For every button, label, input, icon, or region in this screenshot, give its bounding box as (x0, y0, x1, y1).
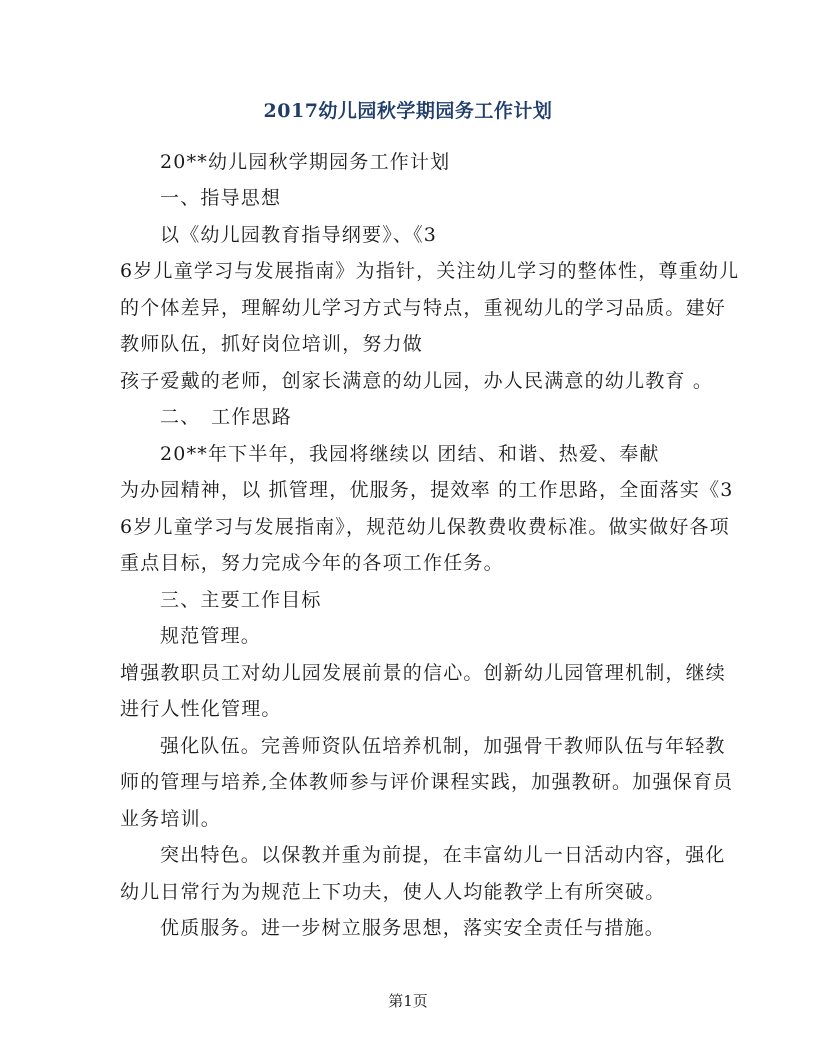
paragraph-line: 优质服务。进一步树立服务思想，落实安全责任与措施。 (160, 917, 666, 939)
paragraph-line: 突出特色。以保教并重为前提，在丰富幼儿一日活动内容，强化 (160, 844, 726, 866)
document-title: 2017幼儿园秋学期园务工作计划 (263, 100, 553, 122)
page-number: 第1页 (388, 992, 428, 1010)
paragraph-line: 为办园精神，以 抓管理，优服务，提效率 的工作思路，全面落实《3 (120, 479, 734, 501)
paragraph-line: 重点目标，努力完成今年的各项工作任务。 (120, 552, 504, 574)
paragraph-line: 师的管理与培养,全体教师参与评价课程实践，加强教研。加强保育员 (120, 771, 734, 793)
paragraph-line: 20**年下半年，我园将继续以 团结、和谐、热爱、奉献 (160, 443, 660, 465)
paragraph-line: 教师队伍，抓好岗位培训，努力做 (120, 333, 424, 355)
paragraph-line: 孩子爱戴的老师，创家长满意的幼儿园，办人民满意的幼儿教育 。 (120, 370, 714, 392)
paragraph-line: 的个体差异，理解幼儿学习方式与特点，重视幼儿的学习品质。建好 (120, 297, 727, 319)
paragraph-line: 6岁儿童学习与发展指南》为指针，关注幼儿学习的整体性，尊重幼儿 (120, 260, 740, 282)
paragraph-line: 20**幼儿园秋学期园务工作计划 (160, 151, 451, 173)
paragraph-line: 增强教职员工对幼儿园发展前景的信心。创新幼儿园管理机制，继续 (120, 662, 727, 684)
section-heading: 三、主要工作目标 (160, 589, 322, 611)
paragraph-line: 业务培训。 (120, 808, 222, 830)
paragraph-line: 规范管理。 (160, 625, 262, 647)
paragraph-line: 幼儿日常行为为规范上下功夫，使人人均能教学上有所突破。 (120, 881, 666, 903)
paragraph-line: 以《幼儿园教育指导纲要》、《3 (160, 224, 438, 246)
paragraph-line: 进行人性化管理。 (120, 698, 282, 720)
paragraph-line: 强化队伍。完善师资队伍培养机制，加强骨干教师队伍与年轻教 (160, 735, 726, 757)
section-heading: 二、 工作思路 (160, 406, 292, 428)
paragraph-line: 6岁儿童学习与发展指南》，规范幼儿保教费收费标准。做实做好各项 (120, 516, 730, 538)
section-heading: 一、指导思想 (160, 187, 282, 209)
